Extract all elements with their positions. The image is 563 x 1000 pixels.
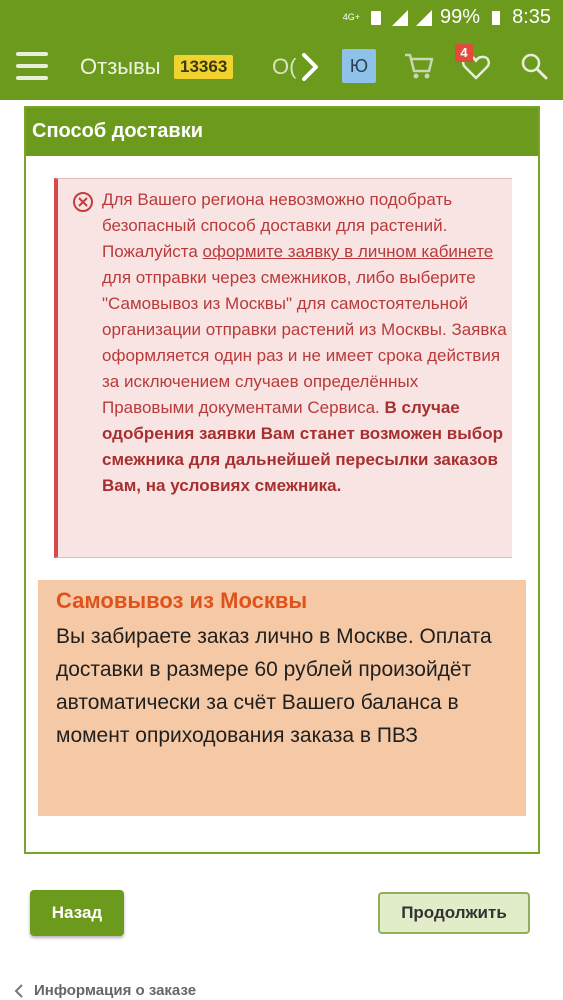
network-type: 4G+ bbox=[342, 12, 361, 22]
tab-next-partial[interactable]: О( bbox=[272, 54, 297, 79]
cart-icon[interactable] bbox=[404, 52, 434, 80]
search-icon[interactable] bbox=[520, 52, 548, 80]
clock: 8:35 bbox=[512, 6, 551, 28]
delivery-title: Способ доставки bbox=[26, 108, 538, 156]
app-bar bbox=[0, 36, 563, 100]
status-bar bbox=[0, 0, 563, 36]
alert-text-2: для отправки через смежников, либо выберите "Самовывоз из Москвы" для самостоятельной организации отправки растений из Москвы. Заявка оформляется один раз и не имеет срока действия за исключением случаев определённых Правовыми документами Сервиса. bbox=[102, 268, 507, 417]
breadcrumb[interactable] bbox=[14, 982, 196, 999]
chevron-left-icon bbox=[14, 983, 24, 999]
pickup-option[interactable] bbox=[38, 580, 526, 816]
delivery-panel bbox=[24, 106, 540, 854]
tab-reviews[interactable]: Отзывы bbox=[80, 54, 161, 79]
alert-text-1: Для Вашего региона невозможно подобрать безопасный способ доставки для растений. Пожалуйста bbox=[102, 190, 453, 261]
alert-message bbox=[102, 187, 510, 499]
back-button[interactable]: Назад bbox=[30, 890, 124, 936]
avatar[interactable]: Ю bbox=[342, 49, 376, 83]
battery-level: 99% bbox=[440, 6, 481, 28]
error-icon bbox=[72, 191, 94, 213]
sim-icon bbox=[368, 10, 384, 26]
region-alert bbox=[54, 178, 512, 558]
breadcrumb-label: Информация о заказе bbox=[34, 982, 197, 999]
chevron-right-icon[interactable] bbox=[298, 50, 322, 84]
reviews-count-badge: 13363 bbox=[174, 55, 233, 79]
pickup-title: Самовывоз из Москвы bbox=[56, 588, 308, 613]
wishlist-badge: 4 bbox=[455, 44, 473, 62]
alert-bold-text: В случае одобрения заявки Вам станет возможен выбор смежника для дальнейшей пересылки заказов Вам, на условиях смежника. bbox=[102, 398, 504, 495]
continue-button[interactable]: Продолжить bbox=[378, 892, 530, 934]
battery-icon bbox=[488, 10, 504, 26]
pickup-description: Вы забираете заказ лично в Москве. Оплата доставки в размере 60 рублей произойдёт автоматически за счёт Вашего баланса в момент оприходования заказа в ПВЗ bbox=[56, 625, 492, 747]
menu-icon[interactable] bbox=[16, 52, 48, 80]
signal-icon-2 bbox=[416, 10, 432, 26]
application-link[interactable]: оформите заявку в личном кабинете bbox=[202, 242, 494, 261]
signal-icon bbox=[392, 10, 408, 26]
